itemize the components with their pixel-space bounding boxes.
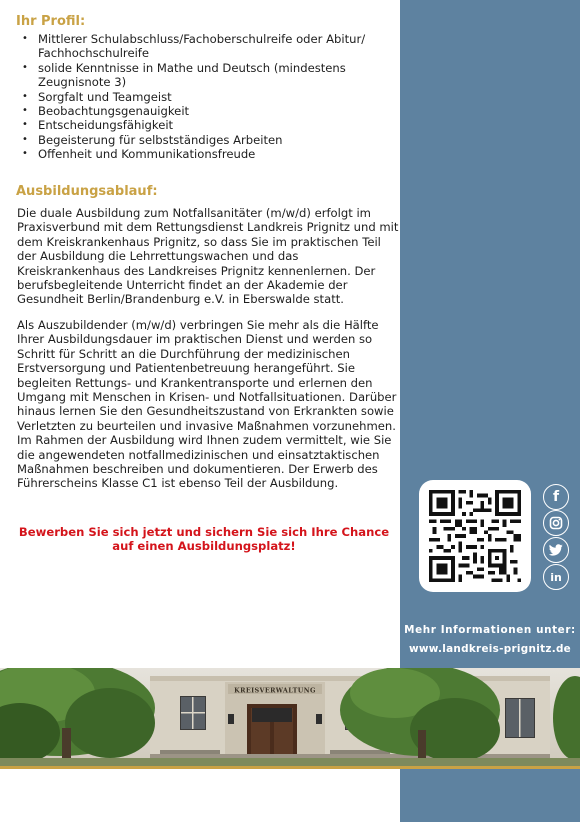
twitter-icon[interactable] — [543, 537, 569, 563]
gold-divider — [0, 766, 580, 769]
list-item: • Begeisterung für selbstständiges Arbeiten — [22, 133, 397, 147]
instagram-icon[interactable] — [543, 510, 569, 536]
profile-list — [22, 32, 397, 162]
list-item: • solide Kenntnisse in Mathe und Deutsch (mindestens Zeugnisnote 3) — [22, 61, 397, 90]
sidebar-footer-panel — [400, 768, 580, 822]
website-link[interactable]: www.landkreis-prignitz.de — [408, 643, 572, 655]
training-paragraph-1: Die duale Ausbildung zum Notfallsanitäter (m/w/d) erfolgt im Praxisverbund mit dem Rettungsdienst Landkreis Prignitz und mit dem Kreiskrankenhaus Prignitz, so dass Sie im praktischen Teil der Ausbildung die Lehrrettungswachen und das Kreiskrankenhaus des Landkreises Prignitz kennenlernen. Der berufsbegleitende Unterricht findet an der Akademie der Gesundheit Berlin/Brandenburg e.V. in Eberswalde statt. — [17, 206, 399, 307]
building-sign-text: KREISVERWALTUNG — [234, 686, 316, 695]
twitter-glyph — [549, 544, 563, 556]
list-item: • Sorgfalt und Teamgeist — [22, 90, 397, 104]
list-item: • Offenheit und Kommunikationsfreude — [22, 147, 397, 161]
linkedin-icon[interactable]: in — [543, 564, 569, 590]
more-info-label: Mehr Informationen unter: — [404, 624, 576, 636]
building-photo — [0, 668, 580, 768]
facebook-icon[interactable]: f — [543, 484, 569, 510]
training-paragraph-2: Als Auszubildender (m/w/d) verbringen Sie mehr als die Hälfte Ihrer Ausbildungsdauer im praktischen Dienst und werden so Schritt für Schritt an die Durchführung der medizinischen Erstversorgung und Patientenbetreuung herangeführt. Sie begleiten Rettungs- und Krankentransporte und erlernen den Umgang mit Menschen in Krisen- und Notfallsituationen. Darüber hinaus lernen Sie den Gesundheitszustand von Erkrankten sowie Verletzten zu beurteilen und invasive Maßnahmen vorzunehmen. Im Rahmen der Ausbildung wird Ihnen zudem vermittelt, wie Sie die angewendeten notfallmedizinischen und einsatztaktischen Maßnahmen beschreiben und dokumentieren. Der Erwerb des Führerscheins Klasse C1 ist ebenso Teil der Ausbildung. — [17, 318, 397, 491]
list-item: • Entscheidungsfähigkeit — [22, 118, 397, 132]
qr-code-card[interactable] — [419, 480, 531, 592]
application-call-to-action: Bewerben Sie sich jetzt und sichern Sie sich Ihre Chance auf einen Ausbildungsplatz! — [18, 525, 390, 554]
training-heading: Ausbildungsablauf: — [16, 184, 158, 199]
list-item: • Mittlerer Schulabschluss/Fachoberschulreife oder Abitur/ Fachhochschulreife — [22, 32, 397, 61]
instagram-glyph — [549, 516, 563, 530]
list-item: • Beobachtungsgenauigkeit — [22, 104, 397, 118]
profile-heading: Ihr Profil: — [16, 14, 86, 29]
qr-code-icon — [429, 490, 521, 582]
